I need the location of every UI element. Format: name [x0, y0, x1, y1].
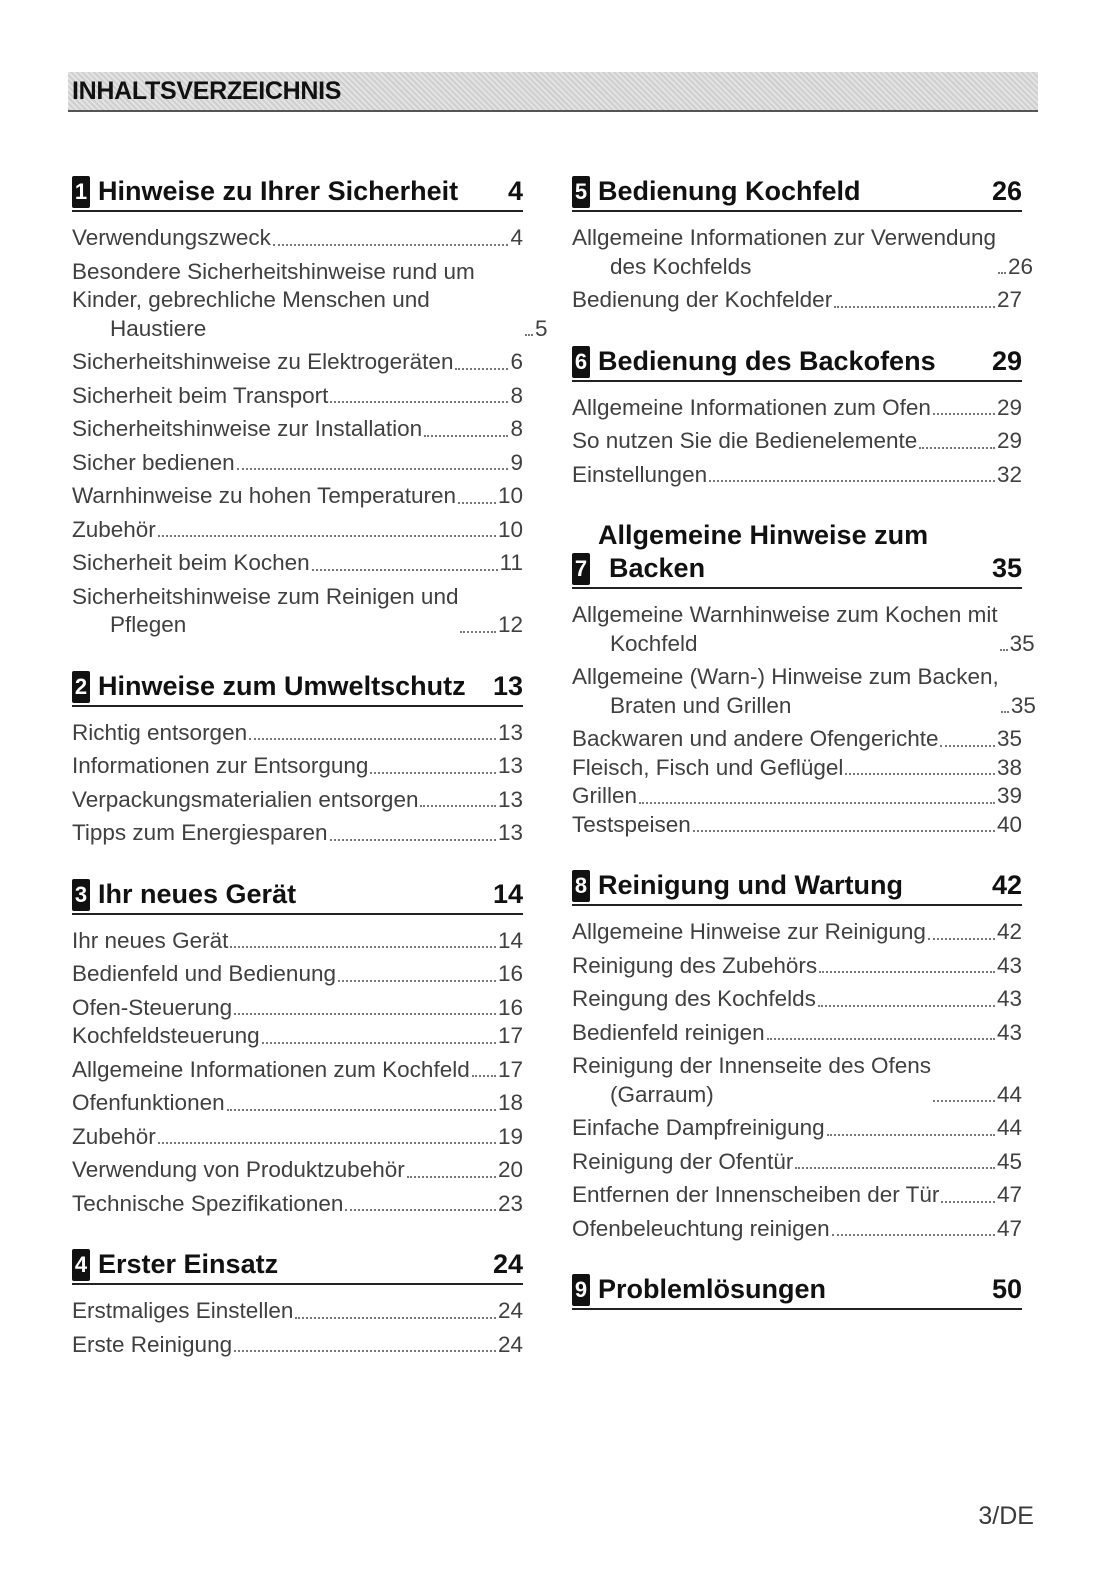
section-number-badge: 6: [572, 346, 590, 378]
section-page-number: 26: [991, 176, 1022, 206]
dot-leader: [312, 569, 498, 571]
dot-leader: [819, 971, 995, 973]
toc-entry-page: 5: [535, 315, 548, 341]
dot-leader: [998, 272, 1006, 274]
dot-leader: [709, 480, 995, 482]
dot-leader: [919, 447, 995, 449]
toc-entry-page: 32: [996, 461, 1022, 487]
toc-entry-title: So nutzen Sie die Bedienelemente: [572, 428, 918, 453]
dot-leader: [1000, 649, 1008, 651]
toc-entry-title: Allgemeine Informationen zur Verwendung des Kochfelds: [572, 224, 996, 281]
dot-leader: [834, 306, 995, 308]
toc-entry-page: 10: [497, 483, 523, 508]
toc-entry-title-continued: (Garraum): [610, 1081, 714, 1107]
dot-leader: [832, 1234, 995, 1236]
toc-entry-page: 24: [497, 1331, 523, 1357]
section-number-badge: 9: [572, 1274, 590, 1306]
toc-entry-page: 4: [510, 225, 523, 250]
section-page-number: 35: [991, 553, 1022, 583]
dot-leader: [330, 401, 508, 403]
dot-leader: [767, 1038, 995, 1040]
toc-entry-title-continued: Pflegen: [110, 612, 187, 637]
dot-leader: [941, 1201, 995, 1203]
dot-leader: [933, 413, 995, 415]
section-number-badge: 5: [572, 176, 590, 208]
toc-entry-page: 26: [1008, 253, 1034, 279]
dot-leader: [460, 631, 496, 633]
toc-entry-title: Verwendung von Produktzubehör: [72, 1157, 405, 1182]
toc-entry-title: Einstellungen: [572, 461, 708, 487]
toc-entry-page: 43: [996, 1019, 1022, 1045]
toc-entry-page: 43: [996, 986, 1022, 1011]
toc-entry-title: Entfernen der Innenscheiben der Tür: [572, 1182, 940, 1207]
toc-section: [72, 1248, 523, 1359]
toc-entry-page: 45: [996, 1148, 1022, 1174]
toc-entry-title: Backwaren und andere Ofengerichte: [572, 726, 939, 751]
section-heading[interactable]: [72, 878, 523, 915]
section-title: Allgemeine Hinweise zum Backen: [598, 519, 992, 585]
section-title: Bedienung des Backofens: [598, 345, 936, 376]
section-number-badge: 8: [572, 870, 590, 902]
toc-entry-title: Erstmaliges Einstellen: [72, 1298, 294, 1323]
toc-entry[interactable]: [572, 1181, 1022, 1210]
toc-entry[interactable]: [72, 819, 523, 848]
dot-leader: [249, 738, 496, 740]
toc-entry[interactable]: [72, 224, 523, 253]
dot-leader: [370, 772, 496, 774]
dot-leader: [827, 1134, 995, 1136]
toc-section: [72, 670, 523, 848]
section-title-continued: Backen: [609, 553, 706, 583]
toc-entry[interactable]: [572, 1114, 1022, 1143]
toc-entry[interactable]: [72, 927, 523, 956]
toc-entry-title: Bedienfeld und Bedienung: [72, 961, 336, 986]
toc-entry-title: Reingung des Kochfelds: [572, 986, 816, 1011]
toc-entry-page: 13: [497, 719, 523, 745]
dot-leader: [158, 535, 496, 537]
toc-section: [572, 1273, 1022, 1310]
toc-entry[interactable]: [572, 1215, 1022, 1244]
section-heading[interactable]: [72, 175, 523, 212]
toc-entry-title: Sicherheit beim Transport: [72, 382, 329, 408]
toc-entry-page: 44: [996, 1081, 1022, 1107]
toc-entry-title-continued: Haustiere: [110, 315, 207, 341]
section-heading[interactable]: [72, 1248, 523, 1285]
toc-entry-title: Technische Spezifikationen: [72, 1190, 344, 1216]
dot-leader: [237, 468, 509, 470]
dot-leader: [420, 805, 496, 807]
toc-entry[interactable]: [572, 754, 1022, 783]
toc-entry-title-continued: Braten und Grillen: [610, 692, 792, 718]
toc-entry-title: Allgemeine Informationen zum Kochfeld: [72, 1056, 470, 1082]
dot-leader: [525, 334, 533, 336]
toc-entry[interactable]: [572, 952, 1022, 981]
section-page-number: 13: [492, 670, 523, 701]
toc-entry-title: Einfache Dampfreinigung: [572, 1115, 825, 1140]
toc-entry-title: Sicher bedienen: [72, 449, 235, 475]
toc-entry[interactable]: [572, 224, 1034, 281]
dot-leader: [262, 1042, 496, 1044]
toc-entry-page: 8: [510, 382, 523, 408]
toc-entry-page: 10: [497, 516, 523, 542]
dot-leader: [407, 1176, 496, 1178]
toc-entry-title: Sicherheitshinweise zu Elektrogeräten: [72, 349, 454, 374]
section-heading[interactable]: [572, 519, 1022, 589]
toc-entry-title: Fleisch, Fisch und Geflügel: [572, 754, 844, 780]
section-heading[interactable]: [72, 670, 523, 707]
toc-entry-page: 47: [996, 1215, 1022, 1241]
section-title: Erster Einsatz: [98, 1249, 279, 1279]
toc-entry-page: 27: [996, 287, 1022, 312]
toc-entry-title: Tipps zum Energiesparen: [72, 820, 328, 845]
section-title: Reinigung und Wartung: [598, 870, 903, 900]
toc-entry-page: 14: [497, 927, 523, 953]
dot-leader: [227, 1109, 496, 1111]
toc-entry-page: 11: [499, 550, 523, 575]
toc-entry[interactable]: [72, 1190, 523, 1219]
dot-leader: [940, 745, 994, 747]
section-heading[interactable]: [572, 175, 1022, 212]
toc-section: [572, 345, 1022, 490]
toc-entry-page: 18: [497, 1090, 523, 1115]
toc-left-column: [72, 175, 548, 1389]
toc-entry-title: Warnhinweise zu hohen Temperaturen: [72, 483, 456, 508]
dot-leader: [338, 980, 496, 982]
toc-entry-page: 24: [497, 1298, 523, 1323]
toc-entry[interactable]: [72, 348, 523, 377]
dot-leader: [845, 773, 995, 775]
toc-entry[interactable]: [72, 1089, 523, 1118]
toc-section: [572, 519, 1036, 839]
toc-entry-page: 8: [510, 416, 523, 441]
dot-leader: [1001, 711, 1009, 713]
toc-entry-page: 42: [996, 919, 1022, 944]
toc-entry[interactable]: [572, 1148, 1022, 1177]
toc-entry-title: Ofenfunktionen: [72, 1090, 225, 1115]
dot-leader: [345, 1209, 496, 1211]
header-bar: [68, 72, 1038, 112]
toc-entry[interactable]: [572, 725, 1022, 754]
toc-entry-title: Verwendungszweck: [72, 225, 271, 250]
section-number-badge: 2: [72, 671, 90, 703]
toc-entry[interactable]: [72, 258, 548, 344]
toc-entry-title: Reinigung der Ofentür: [572, 1148, 794, 1174]
toc-entry-title: Sicherheitshinweise zur Installation: [72, 416, 423, 441]
toc-entry[interactable]: [572, 985, 1022, 1014]
toc-entry-page: 47: [996, 1182, 1022, 1207]
dot-leader: [818, 1005, 995, 1007]
section-title: Ihr neues Gerät: [98, 878, 297, 909]
toc-entry[interactable]: [572, 394, 1022, 423]
dot-leader: [234, 1013, 496, 1015]
toc-entry[interactable]: [572, 663, 1036, 720]
toc-entry-page: 38: [996, 754, 1022, 780]
toc-entry[interactable]: [572, 286, 1022, 315]
dot-leader: [928, 938, 995, 940]
toc-entry[interactable]: [572, 461, 1022, 490]
toc-entry-title: Allgemeine Hinweise zur Reinigung: [572, 919, 926, 944]
toc-entry-page: 19: [497, 1123, 523, 1149]
toc-section: [72, 878, 523, 1219]
toc-entry[interactable]: [572, 427, 1022, 456]
section-number-badge: 4: [72, 1249, 90, 1281]
toc-entry-title: Ofenbeleuchtung reinigen: [572, 1215, 830, 1241]
toc-entry-page: 35: [1009, 630, 1035, 656]
section-page-number: 4: [507, 176, 523, 206]
dot-leader: [424, 435, 508, 437]
toc-entry-title: Zubehör: [72, 1123, 156, 1149]
toc-entry[interactable]: [72, 516, 523, 545]
toc-entry-page: 12: [497, 612, 523, 637]
toc-entry[interactable]: [572, 1052, 1022, 1109]
toc-entry-title: Besondere Sicherheitshinweise rund um Kinder, gebrechliche Menschen und Haustiere: [72, 258, 523, 344]
toc-entry[interactable]: [572, 1019, 1022, 1048]
toc-entry[interactable]: [72, 583, 523, 640]
toc-entry-title: Erste Reinigung: [72, 1331, 233, 1357]
section-number-badge: 3: [72, 879, 90, 911]
section-heading[interactable]: [572, 869, 1022, 906]
toc-entry-page: 29: [996, 394, 1022, 420]
toc-entry-page: 39: [996, 783, 1022, 808]
toc-entry[interactable]: [72, 960, 523, 989]
toc-entry[interactable]: [72, 994, 523, 1023]
toc-entry-title: Reinigung der Innenseite des Ofens (Garraum): [572, 1052, 931, 1109]
toc-entry[interactable]: [72, 449, 523, 478]
toc-entry-page: 40: [996, 811, 1022, 837]
section-heading[interactable]: [572, 1273, 1022, 1310]
toc-entry-title: Allgemeine (Warn-) Hinweise zum Backen, Braten und Grillen: [572, 663, 999, 720]
toc-entry-title: Allgemeine Informationen zum Ofen: [572, 394, 931, 420]
toc-entry-title: Bedienung der Kochfelder: [572, 287, 833, 312]
toc-entry-page: 16: [497, 994, 523, 1020]
dot-leader: [639, 802, 995, 804]
toc-entry-title: Informationen zur Entsorgung: [72, 753, 369, 778]
toc-entry[interactable]: [72, 1022, 523, 1051]
toc-entry[interactable]: [572, 811, 1022, 840]
toc-entry-title: Testspeisen: [572, 811, 691, 837]
toc-entry-page: 29: [996, 428, 1022, 453]
toc-entry-title: Kochfeldsteuerung: [72, 1023, 260, 1048]
toc-entry[interactable]: [572, 782, 1022, 811]
section-title: Problemlösungen: [598, 1274, 827, 1304]
section-title: Hinweise zum Umweltschutz: [98, 670, 466, 701]
toc-entry-title: Allgemeine Warnhinweise zum Kochen mit Kochfeld: [572, 601, 998, 658]
toc-entry-page: 13: [497, 753, 523, 778]
toc-entry-title: Bedienfeld reinigen: [572, 1019, 765, 1045]
dot-leader: [795, 1167, 995, 1169]
dot-leader: [455, 368, 508, 370]
toc-entry[interactable]: [72, 549, 523, 578]
section-page-number: 24: [492, 1249, 523, 1279]
toc-entry[interactable]: [72, 1297, 523, 1326]
dot-leader: [234, 1350, 496, 1352]
toc-entry[interactable]: [72, 382, 523, 411]
toc-entry[interactable]: [72, 1056, 523, 1085]
toc-entry-title: Richtig entsorgen: [72, 719, 248, 745]
toc-entry[interactable]: [572, 601, 1035, 658]
section-title: Bedienung Kochfeld: [598, 176, 861, 206]
toc-section: [572, 869, 1022, 1243]
dot-leader: [472, 1075, 496, 1077]
toc-right-column: [572, 175, 1036, 1340]
toc-entry[interactable]: [72, 1331, 523, 1360]
toc-entry-page: 35: [1010, 692, 1036, 718]
toc-entry-title-continued: Kochfeld: [610, 630, 698, 656]
toc-entry-page: 44: [996, 1115, 1022, 1140]
toc-entry-title: Zubehör: [72, 516, 156, 542]
toc-entry-page: 20: [497, 1157, 523, 1182]
toc-entry-title: Grillen: [572, 783, 638, 808]
toc-entry[interactable]: [72, 482, 523, 511]
section-number-badge: 7: [572, 553, 590, 585]
dot-leader: [693, 830, 995, 832]
toc-entry-title: Ihr neues Gerät: [72, 927, 229, 953]
toc-entry[interactable]: [572, 918, 1022, 947]
toc-entry[interactable]: [72, 1156, 523, 1185]
toc-entry-page: 35: [996, 726, 1022, 751]
toc-entry-title: Verpackungsmaterialien entsorgen: [72, 786, 419, 812]
dot-leader: [295, 1317, 496, 1319]
toc-entry-title: Reinigung des Zubehörs: [572, 952, 818, 978]
section-page-number: 14: [492, 878, 523, 909]
toc-entry[interactable]: [72, 752, 523, 781]
toc-entry-title: Sicherheit beim Kochen: [72, 550, 310, 575]
toc-entry-title: Sicherheitshinweise zum Reinigen und Pflegen: [72, 583, 458, 640]
toc-entry-page: 9: [510, 449, 523, 475]
section-page-number: 29: [991, 345, 1022, 376]
toc-entry[interactable]: [72, 786, 523, 815]
dot-leader: [458, 502, 496, 504]
section-page-number: 50: [991, 1274, 1022, 1304]
toc-section: [72, 175, 548, 640]
toc-entry-page: 17: [497, 1023, 523, 1048]
dot-leader: [158, 1142, 496, 1144]
toc-entry-page: 43: [996, 952, 1022, 978]
page-number: 3/DE: [978, 1502, 1034, 1530]
toc-entry-page: 13: [497, 786, 523, 812]
toc-entry[interactable]: [72, 1123, 523, 1152]
dot-leader: [273, 244, 509, 246]
dot-leader: [230, 946, 496, 948]
section-title: Hinweise zu Ihrer Sicherheit: [98, 176, 459, 206]
section-heading[interactable]: [572, 345, 1022, 382]
toc-entry[interactable]: [72, 719, 523, 748]
toc-entry-title: Ofen-Steuerung: [72, 994, 233, 1020]
toc-entry[interactable]: [72, 415, 523, 444]
toc-entry-page: 16: [497, 961, 523, 986]
dot-leader: [933, 1100, 995, 1102]
toc-entry-title-continued: des Kochfelds: [610, 253, 752, 279]
section-number-badge: 1: [72, 176, 90, 208]
dot-leader: [330, 839, 496, 841]
toc-entry-page: 23: [497, 1190, 523, 1216]
section-page-number: 42: [991, 870, 1022, 900]
toc-entry-page: 17: [497, 1056, 523, 1082]
toc-section: [572, 175, 1034, 315]
toc-entry-page: 6: [510, 349, 523, 374]
toc-entry-page: 13: [497, 820, 523, 845]
page-title: INHALTSVERZEICHNIS: [72, 77, 342, 105]
